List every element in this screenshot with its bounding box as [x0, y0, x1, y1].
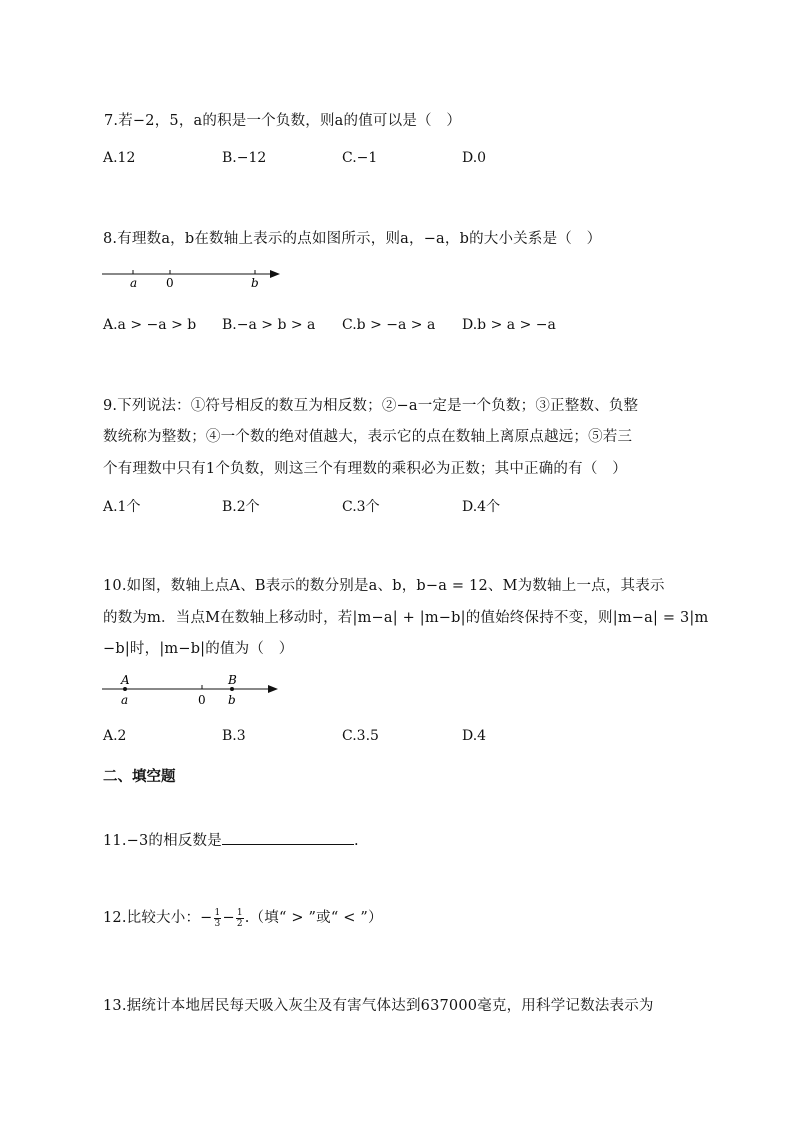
- q9-line-2: 数统称为整数；④一个数的绝对值越大，表示它的点在数轴上离原点越远；⑤若三: [103, 429, 633, 445]
- q11-text: [103, 829, 359, 850]
- q8-number-line: [100, 262, 290, 292]
- label-b: b: [251, 276, 259, 290]
- q10-option-a: A.2: [103, 728, 127, 744]
- fraction-1-denominator: 3: [214, 918, 221, 929]
- label-A: A: [121, 673, 130, 687]
- axis-arrow-icon: [270, 270, 280, 278]
- label-a: a: [121, 693, 129, 707]
- point-B: [230, 687, 234, 691]
- q11-after: .: [353, 833, 359, 849]
- q12-suffix: .（填“ > ”或“ < ”）: [244, 910, 383, 926]
- q12-fraction-1: [214, 908, 222, 929]
- label-b: b: [228, 693, 236, 707]
- q8-option-c: C.b > −a > a: [342, 317, 436, 333]
- label-zero: 0: [166, 276, 174, 290]
- q9-option-d: D.4个: [462, 499, 501, 515]
- fraction-2-numerator: 1: [236, 907, 243, 918]
- q11-before: 11.−3的相反数是: [103, 833, 222, 849]
- q9-line-3: 个有理数中只有1个负数，则这三个有理数的乘积必为正数；其中正确的有（ ）: [103, 461, 627, 477]
- q9-option-c: C.3个: [342, 499, 380, 515]
- q10-line-3: −b|时，|m−b|的值为（ ）: [103, 641, 294, 657]
- q9-line-1: 9.下列说法：①符号相反的数互为相反数；②−a一定是一个负数；③正整数、负整: [103, 398, 639, 414]
- q7-option-c: C.−1: [342, 150, 378, 166]
- q7-option-b: B.−12: [222, 150, 267, 166]
- q10-number-line: [100, 672, 290, 712]
- q10-option-b: B.3: [222, 728, 246, 744]
- fraction-1-numerator: 1: [214, 907, 221, 918]
- label-zero: 0: [198, 693, 206, 707]
- q9-option-b: B.2个: [222, 499, 260, 515]
- q7-option-d: D.0: [462, 150, 487, 166]
- q8-option-d: D.b > a > −a: [462, 317, 556, 333]
- q12-fraction-2: [236, 908, 244, 929]
- axis-arrow-icon: [268, 685, 278, 693]
- label-a: a: [130, 276, 138, 290]
- q8-option-b: B.−a > b > a: [222, 317, 316, 333]
- q12-text: [103, 906, 383, 929]
- q9-option-a: A.1个: [103, 499, 141, 515]
- q12-middle: −: [222, 910, 235, 926]
- q8-stem: 8.有理数a，b在数轴上表示的点如图所示，则a，−a，b的大小关系是（ ）: [103, 231, 602, 247]
- q10-line-1: 10.如图，数轴上点A、B表示的数分别是a、b，b−a = 12、M为数轴上一点，其表示: [103, 578, 665, 594]
- q8-option-a: A.a > −a > b: [103, 317, 197, 333]
- q7-option-a: A.12: [103, 150, 136, 166]
- fraction-2-denominator: 2: [236, 918, 243, 929]
- q10-option-c: C.3.5: [342, 728, 379, 744]
- q12-prefix: 12.比较大小：−: [103, 910, 213, 926]
- q7-stem: 7.若−2，5，a的积是一个负数，则a的值可以是（ ）: [104, 113, 462, 129]
- q10-option-d: D.4: [462, 728, 487, 744]
- q10-line-2: 的数为m．当点M在数轴上移动时，若|m−a| + |m−b|的值始终保持不变，则|m−a| = 3|m: [103, 610, 709, 626]
- section-title: 二、填空题: [103, 768, 176, 785]
- point-A: [123, 687, 127, 691]
- label-B: B: [228, 673, 237, 687]
- q11-answer-blank: [222, 830, 354, 845]
- q13-text: 13.据统计本地居民每天吸入灰尘及有害气体达到637000毫克，用科学记数法表示为: [103, 998, 654, 1014]
